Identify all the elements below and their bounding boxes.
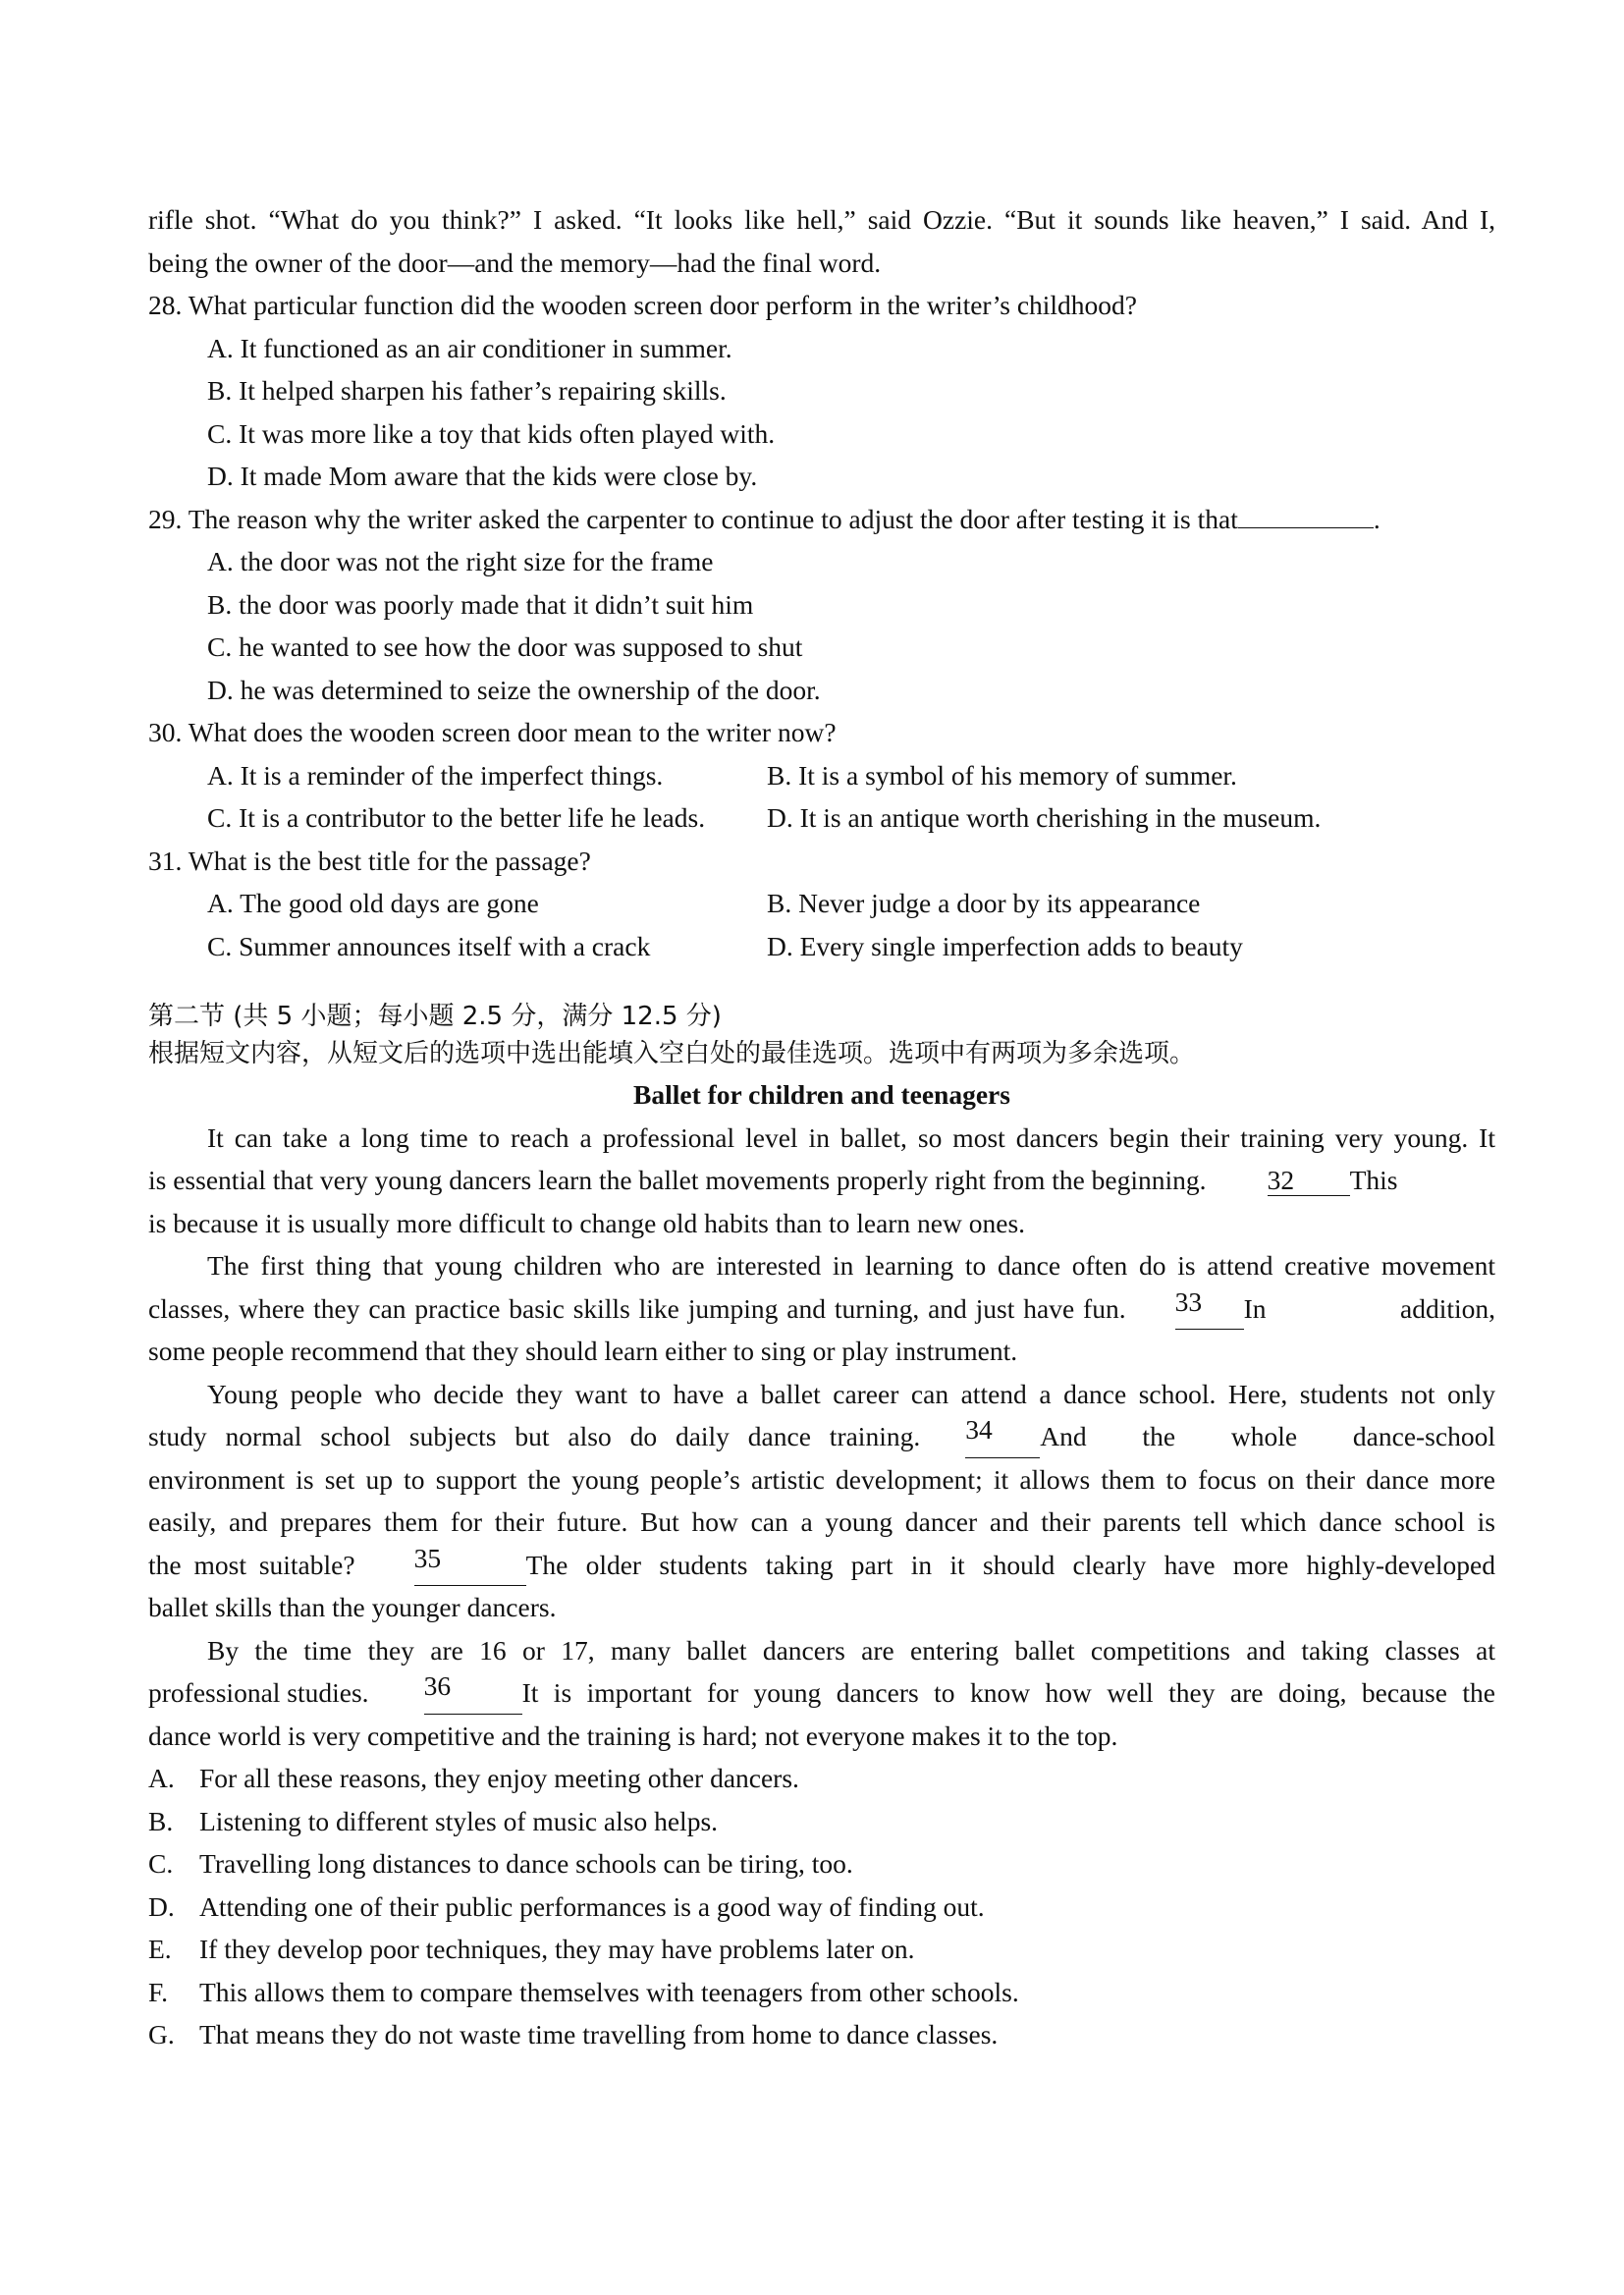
section-heading: 第二节 (共 5 小题；每小题 2.5 分，满分 12.5 分)	[148, 1002, 722, 1031]
option-a: A. It functioned as an air conditioner in summer.	[207, 332, 732, 363]
passage-text: the most suitable?	[148, 1549, 355, 1580]
question-29	[148, 498, 1495, 712]
option-row	[148, 925, 1495, 968]
choice-letter: B.	[148, 1805, 174, 1836]
passage-text: classes, where they can practice basic skills like jumping and turning, and just have fun.	[148, 1292, 1126, 1324]
option-c: C. Summer announces itself with a crack	[207, 930, 651, 961]
option-b: B. It is a symbol of his memory of summer.	[767, 759, 1237, 791]
question-stem	[148, 498, 1495, 541]
question-31	[148, 840, 1495, 968]
choice-text: This allows them to compare themselves with teenagers from other schools.	[199, 1976, 1019, 2007]
option-b: B. Never judge a door by its appearance	[767, 888, 1201, 918]
option-c: C. It is a contributor to the better life he leads.	[207, 802, 706, 833]
choice-text: That means they do not waste time travelling from home to dance classes.	[199, 2019, 999, 2049]
paragraph-3	[148, 1373, 1495, 1629]
blank-number: 34	[965, 1414, 993, 1445]
passage-line: being the owner of the door—and the memory—had the final word.	[148, 246, 882, 278]
answer-blank	[1238, 504, 1374, 528]
passage-text: It is important for young dancers to know how well they are doing, because the	[521, 1677, 1495, 1708]
section-instruction: 根据短文内容，从短文后的选项中选出能填入空白处的最佳选项。选项中有两项为多余选项。	[148, 1039, 1196, 1068]
passage-line: environment is set up to support the young people’s artistic development; it allows them to focus on their dance more	[148, 1463, 1495, 1495]
passage-line	[148, 1287, 1495, 1331]
choice-text: If they develop poor techniques, they may have problems later on.	[199, 1934, 915, 1964]
passage-line: easily, and prepares them for their future. But how can a young dancer and their parents tell which dance school is	[148, 1506, 1495, 1537]
question-stem-text: 29. The reason why the writer asked the carpenter to continue to adjust the door after testing it is that	[148, 503, 1238, 534]
blank-number: 32	[1267, 1165, 1295, 1195]
option-row	[148, 754, 1495, 797]
option-c: C. he wanted to see how the door was supposed to shut	[207, 631, 803, 662]
question-stem: 30. What does the wooden screen door mean to the writer now?	[148, 717, 837, 747]
blank-number: 33	[1174, 1285, 1203, 1317]
option-d: D. It made Mom aware that the kids were close by.	[207, 461, 758, 491]
choice-letter: D.	[148, 1890, 175, 1922]
question-stem-end: .	[1373, 503, 1380, 534]
passage-text: The older students taking part in it should clearly have more highly-developed	[525, 1549, 1495, 1580]
choice-letter: C.	[148, 1848, 174, 1879]
blank-36[interactable]	[424, 1671, 522, 1715]
passage-line: dance world is very competitive and the training is hard; not everyone makes it to the top.	[148, 1720, 1118, 1751]
blank-number: 36	[423, 1670, 452, 1701]
blank-33[interactable]	[1175, 1287, 1244, 1331]
passage-line	[148, 1671, 1495, 1715]
question-30	[148, 711, 1495, 840]
option-a: A. It is a reminder of the imperfect things.	[207, 759, 664, 791]
passage-line: The first thing that young children who are interested in learning to dance often do is attend creative movement	[207, 1250, 1495, 1281]
option-d: D. It is an antique worth cherishing in the museum.	[767, 802, 1322, 833]
question-28	[148, 284, 1495, 498]
passage-text: In addition,	[1243, 1292, 1495, 1324]
paragraph-1	[148, 1117, 1495, 1245]
passage-title: Ballet for children and teenagers	[633, 1079, 1010, 1110]
choice-text: For all these reasons, they enjoy meeting other dancers.	[199, 1763, 799, 1793]
option-d: D. Every single imperfection adds to beauty	[767, 930, 1243, 961]
passage-line: It can take a long time to reach a professional level in ballet, so most dancers begin their training very young. It	[207, 1121, 1495, 1153]
question-stem: 31. What is the best title for the passage?	[148, 845, 591, 876]
choice-item	[148, 1885, 1495, 1929]
choice-text: Listening to different styles of music also helps.	[199, 1805, 719, 1836]
choice-letter: A.	[148, 1763, 175, 1793]
choice-letter: F.	[148, 1976, 168, 2007]
passage-text: is essential that very young dancers learn the ballet movements properly right from the beginning.	[148, 1165, 1207, 1195]
choice-item	[148, 1928, 1495, 1971]
choice-item	[148, 1971, 1495, 2014]
choice-item	[148, 1757, 1495, 1800]
blank-32[interactable]	[1268, 1166, 1350, 1196]
choice-letter: E.	[148, 1934, 172, 1964]
question-stem: 28. What particular function did the wooden screen door perform in the writer’s childhood?	[148, 290, 1138, 320]
option-row	[148, 882, 1495, 925]
choice-item	[148, 1842, 1495, 1885]
passage-line: rifle shot. “What do you think?” I asked. “It looks like hell,” said Ozzie. “But it sounds like heaven,” I said. And I,	[148, 204, 1495, 235]
option-a: A. The good old days are gone	[207, 888, 539, 918]
choice-item	[148, 2013, 1495, 2056]
passage-line	[148, 1159, 1495, 1202]
choice-list	[148, 1757, 1495, 2056]
passage-text: This	[1349, 1165, 1398, 1195]
choice-letter: G.	[148, 2019, 175, 2049]
choice-text: Attending one of their public performances is a good way of finding out.	[199, 1890, 985, 1922]
passage-text: study normal school subjects but also do daily dance training.	[148, 1421, 921, 1451]
paragraph-2	[148, 1244, 1495, 1373]
passage-line: Young people who decide they want to have a ballet career can attend a dance school. Here, students not only	[207, 1378, 1495, 1409]
blank-34[interactable]	[965, 1415, 1040, 1458]
option-b: B. the door was poorly made that it didn’t suit him	[207, 588, 754, 620]
passage-text: professional studies.	[148, 1677, 369, 1708]
passage-line	[148, 1544, 1495, 1587]
choice-item	[148, 1800, 1495, 1843]
passage-text: And the whole dance-school	[1040, 1421, 1495, 1451]
page-content	[148, 198, 1495, 2056]
passage-line: By the time they are 16 or 17, many ballet dancers are entering ballet competitions and taking classes at	[207, 1634, 1495, 1666]
paragraph-4	[148, 1629, 1495, 1758]
option-a: A. the door was not the right size for the frame	[207, 546, 714, 576]
passage-line	[148, 1415, 1495, 1458]
option-c: C. It was more like a toy that kids often played with.	[207, 417, 776, 449]
blank-35[interactable]	[414, 1544, 526, 1587]
option-row	[148, 796, 1495, 840]
option-b: B. It helped sharpen his father’s repairing skills.	[207, 375, 727, 406]
passage-line: is because it is usually more difficult to change old habits than to learn new ones.	[148, 1207, 1026, 1238]
option-d: D. he was determined to seize the ownership of the door.	[207, 674, 821, 705]
passage-line: some people recommend that they should learn either to sing or play instrument.	[148, 1336, 1018, 1366]
blank-number: 35	[413, 1542, 442, 1573]
section-gap	[148, 967, 1495, 999]
choice-text: Travelling long distances to dance schools can be tiring, too.	[199, 1848, 853, 1879]
passage-line: ballet skills than the younger dancers.	[148, 1592, 557, 1622]
